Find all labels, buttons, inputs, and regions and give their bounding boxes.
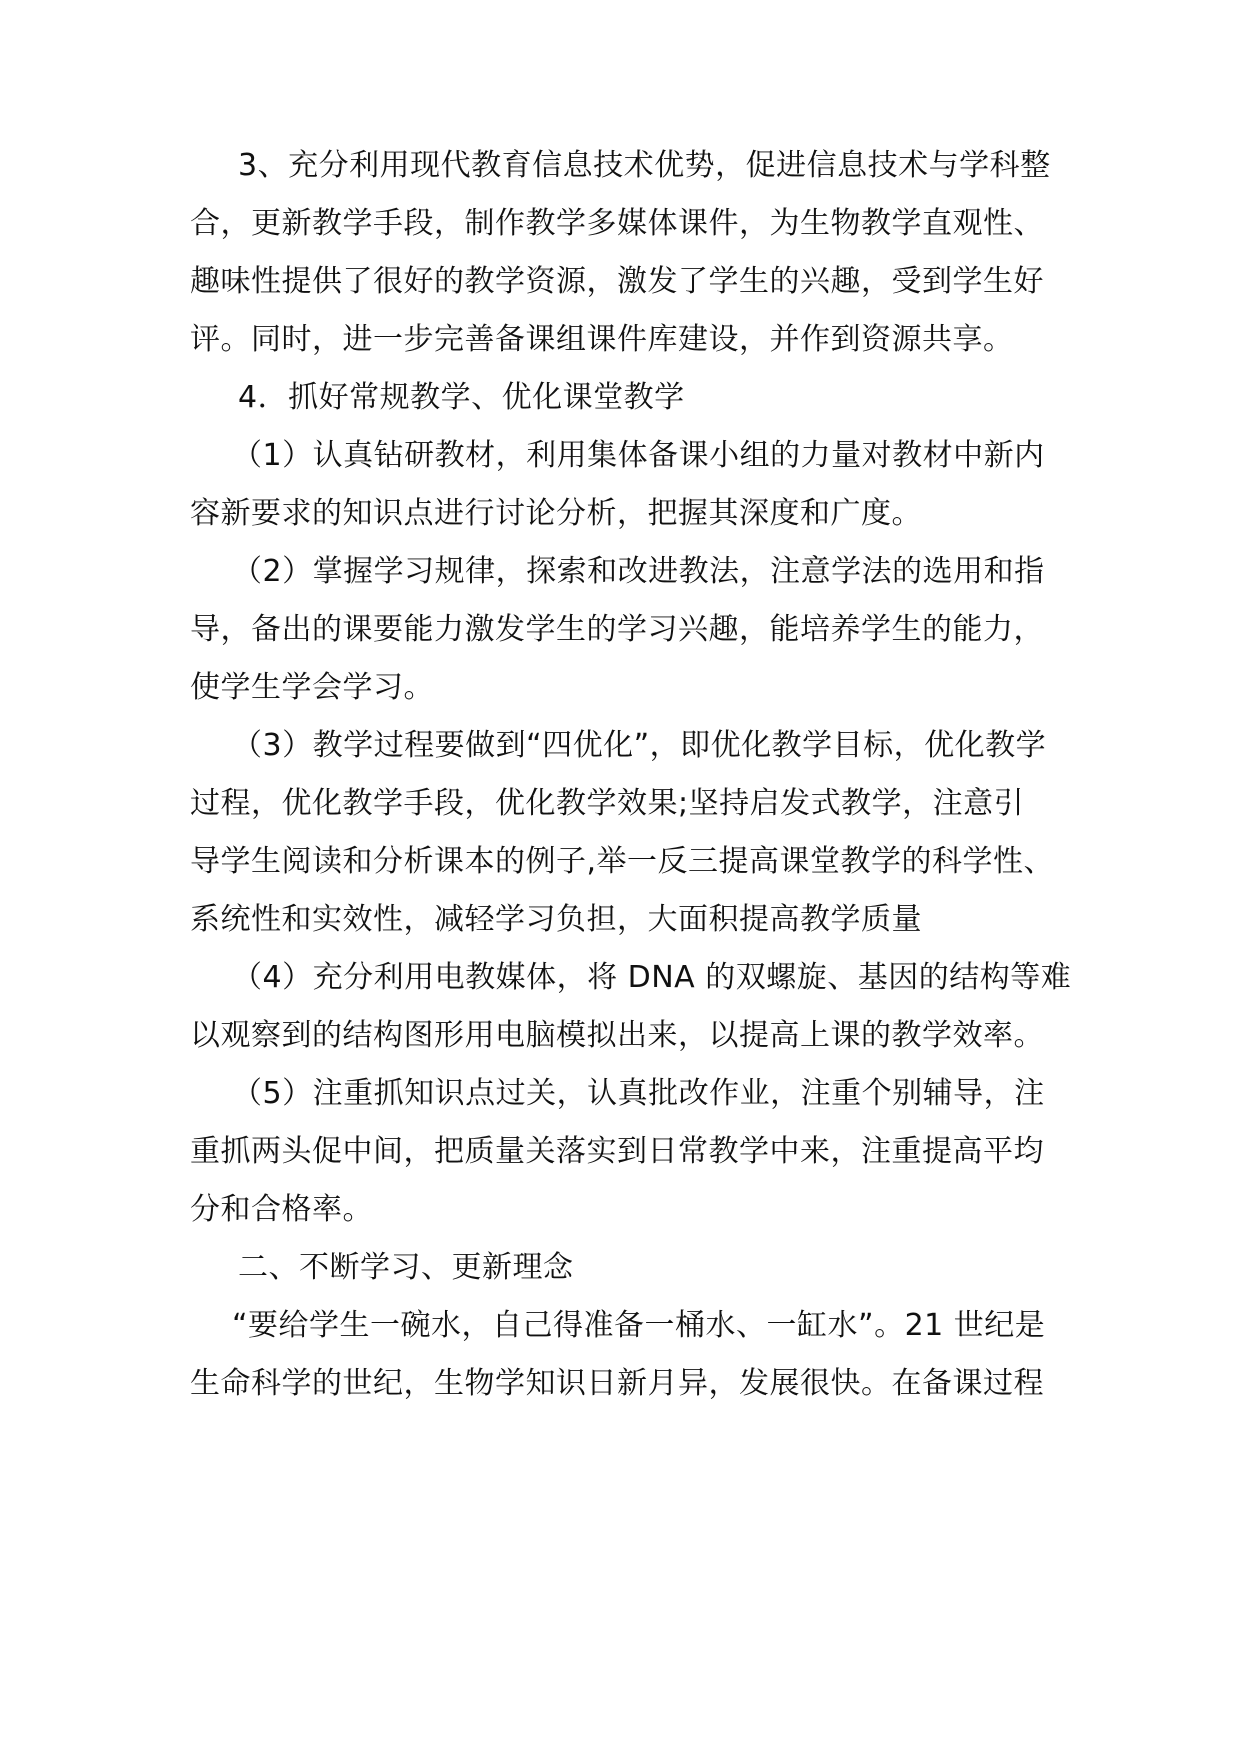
text-line: （5）注重抓知识点过关，认真批改作业，注重个别辅导，注 [232, 1076, 1045, 1111]
text-line: 合，更新教学手段，制作教学多媒体课件，为生物教学直观性、 [190, 206, 1044, 241]
text-line: 评。同时，进一步完善备课组课件库建设，并作到资源共享。 [190, 322, 1014, 357]
text-line: 重抓两头促中间，把质量关落实到日常教学中来，注重提高平均 [190, 1134, 1044, 1169]
text-line: 3、充分利用现代教育信息技术优势，促进信息技术与学科整 [238, 148, 1051, 183]
text-line: 以观察到的结构图形用电脑模拟出来，以提高上课的教学效率。 [190, 1018, 1044, 1053]
text-line: 容新要求的知识点进行讨论分析，把握其深度和广度。 [190, 496, 922, 531]
text-line: （1）认真钻研教材，利用集体备课小组的力量对教材中新内 [232, 438, 1045, 473]
section-heading: 二、不断学习、更新理念 [238, 1250, 574, 1285]
text-line: （2）掌握学习规律，探索和改进教法，注意学法的选用和指 [232, 554, 1045, 589]
text-line: 4．抓好常规教学、优化课堂教学 [238, 380, 685, 415]
text-line: 导，备出的课要能力激发学生的学习兴趣，能培养学生的能力， [190, 612, 1044, 647]
text-line: 生命科学的世纪，生物学知识日新月异，发展很快。在备课过程 [190, 1366, 1044, 1401]
text-line: 趣味性提供了很好的教学资源，激发了学生的兴趣，受到学生好 [190, 264, 1044, 299]
text-line: “要给学生一碗水，自己得准备一桶水、一缸水”。21 世纪是 [232, 1308, 1046, 1343]
text-line: 使学生学会学习。 [190, 670, 434, 705]
text-line: 过程，优化教学手段，优化教学效果;坚持启发式教学，注意引 [190, 786, 1025, 821]
text-line: 分和合格率。 [190, 1192, 373, 1227]
text-line: （4）充分利用电教媒体，将 DNA 的双螺旋、基因的结构等难 [232, 960, 1072, 995]
text-line: 导学生阅读和分析课本的例子,举一反三提高课堂教学的科学性、 [190, 844, 1055, 879]
text-line: （3）教学过程要做到“四优化”，即优化教学目标，优化教学 [232, 728, 1047, 763]
text-line: 系统性和实效性，减轻学习负担，大面积提高教学质量 [190, 902, 922, 937]
